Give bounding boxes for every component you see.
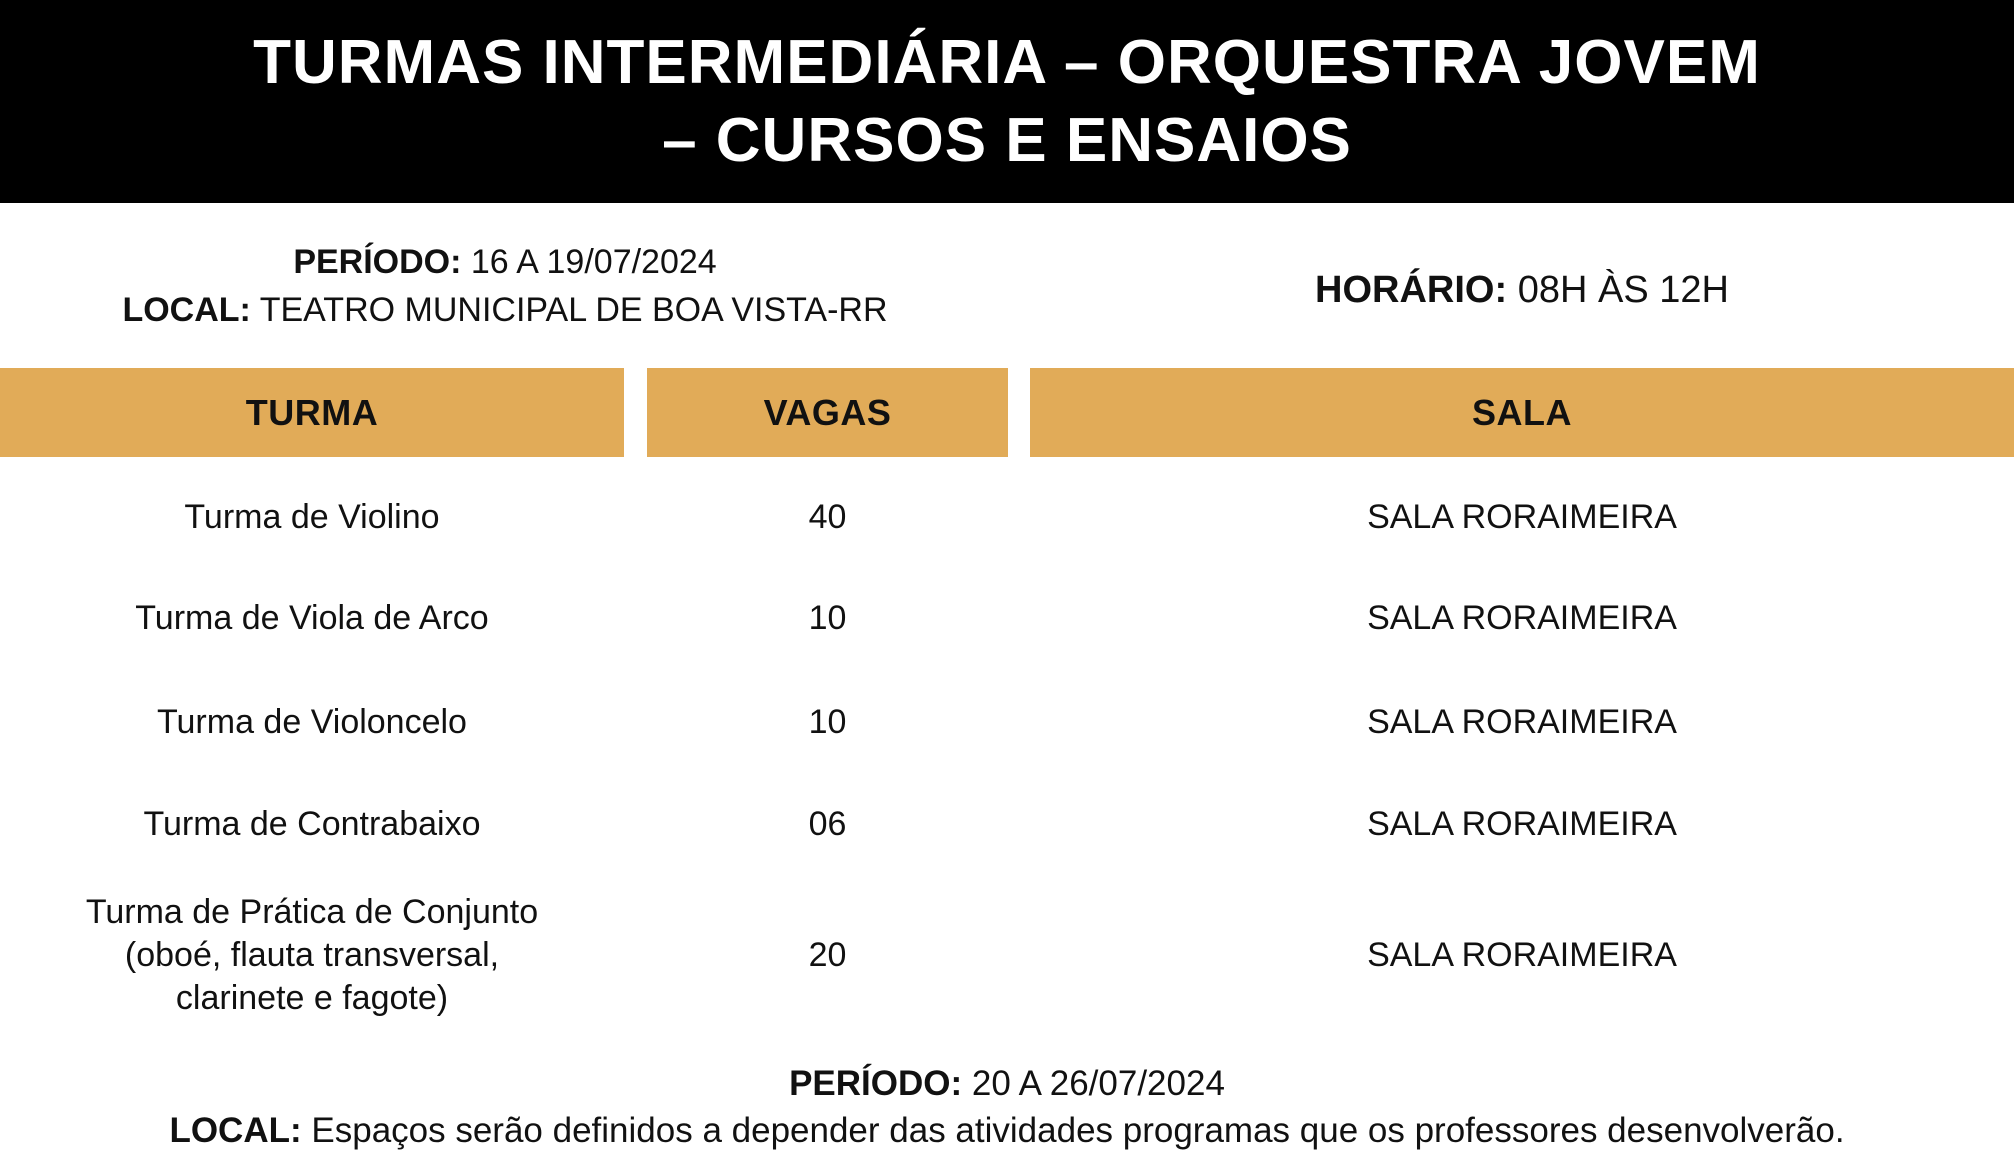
column-header-turma: TURMA: [0, 368, 624, 457]
footer-periodo-label: PERÍODO:: [789, 1064, 963, 1103]
periodo-line: [0, 238, 1010, 286]
table-row-3-vagas: 10: [808, 702, 847, 741]
title-line-2: – CURSOS E ENSAIOS: [662, 105, 1352, 175]
local-label: LOCAL:: [122, 291, 251, 329]
table-row-1-sala: SALA RORAIMEIRA: [1367, 497, 1677, 536]
column-header-vagas: VAGAS: [647, 368, 1008, 457]
footer-info: [0, 1060, 2014, 1154]
table-row-5-turma-line-3: clarinete e fagote): [175, 978, 449, 1017]
table-row-1-vagas: 40: [808, 497, 847, 536]
table-row-5-turma-line-1: Turma de Prática de Conjunto: [85, 892, 539, 931]
table-row-2-turma: Turma de Viola de Arco: [135, 598, 489, 637]
table-row-2-sala: SALA RORAIMEIRA: [1367, 598, 1677, 637]
footer-periodo-line: [0, 1060, 2014, 1107]
column-header-sala: SALA: [1030, 368, 2014, 457]
title-line-1: TURMAS INTERMEDIÁRIA – ORQUESTRA JOVEM: [253, 27, 1761, 97]
periodo-value: 16 A 19/07/2024: [461, 243, 717, 281]
footer-periodo-value: 20 A 26/07/2024: [962, 1064, 1225, 1103]
table-row-3-sala: SALA RORAIMEIRA: [1367, 702, 1677, 741]
footer-local-line: [0, 1107, 2014, 1154]
table-row-2-vagas: 10: [808, 598, 847, 637]
table-row-4-turma: Turma de Contrabaixo: [143, 804, 481, 843]
local-line: [0, 286, 1010, 334]
table-row-4-sala: SALA RORAIMEIRA: [1367, 804, 1677, 843]
title-banner: [0, 0, 2014, 203]
info-schedule: [1030, 262, 2014, 318]
info-period-location: [0, 238, 1010, 334]
table-row-5-turma: [0, 890, 624, 1020]
footer-local-value: Espaços serão definidos a depender das atividades programas que os professores desenvolverão.: [301, 1111, 1845, 1150]
table-row-5-vagas: 20: [808, 935, 847, 974]
horario-label: HORÁRIO:: [1315, 269, 1508, 311]
footer-local-label: LOCAL:: [169, 1111, 302, 1150]
table-row-5-turma-line-2: (oboé, flauta transversal,: [124, 935, 500, 974]
table-row-1-turma: Turma de Violino: [184, 497, 440, 536]
local-value: TEATRO MUNICIPAL DE BOA VISTA-RR: [250, 291, 888, 329]
horario-value: 08H ÀS 12H: [1507, 269, 1729, 311]
table-row-4-vagas: 06: [808, 804, 847, 843]
table-row-3-turma: Turma de Violoncelo: [157, 702, 467, 741]
periodo-label: PERÍODO:: [293, 243, 462, 281]
table-row-5-sala: SALA RORAIMEIRA: [1367, 935, 1677, 974]
